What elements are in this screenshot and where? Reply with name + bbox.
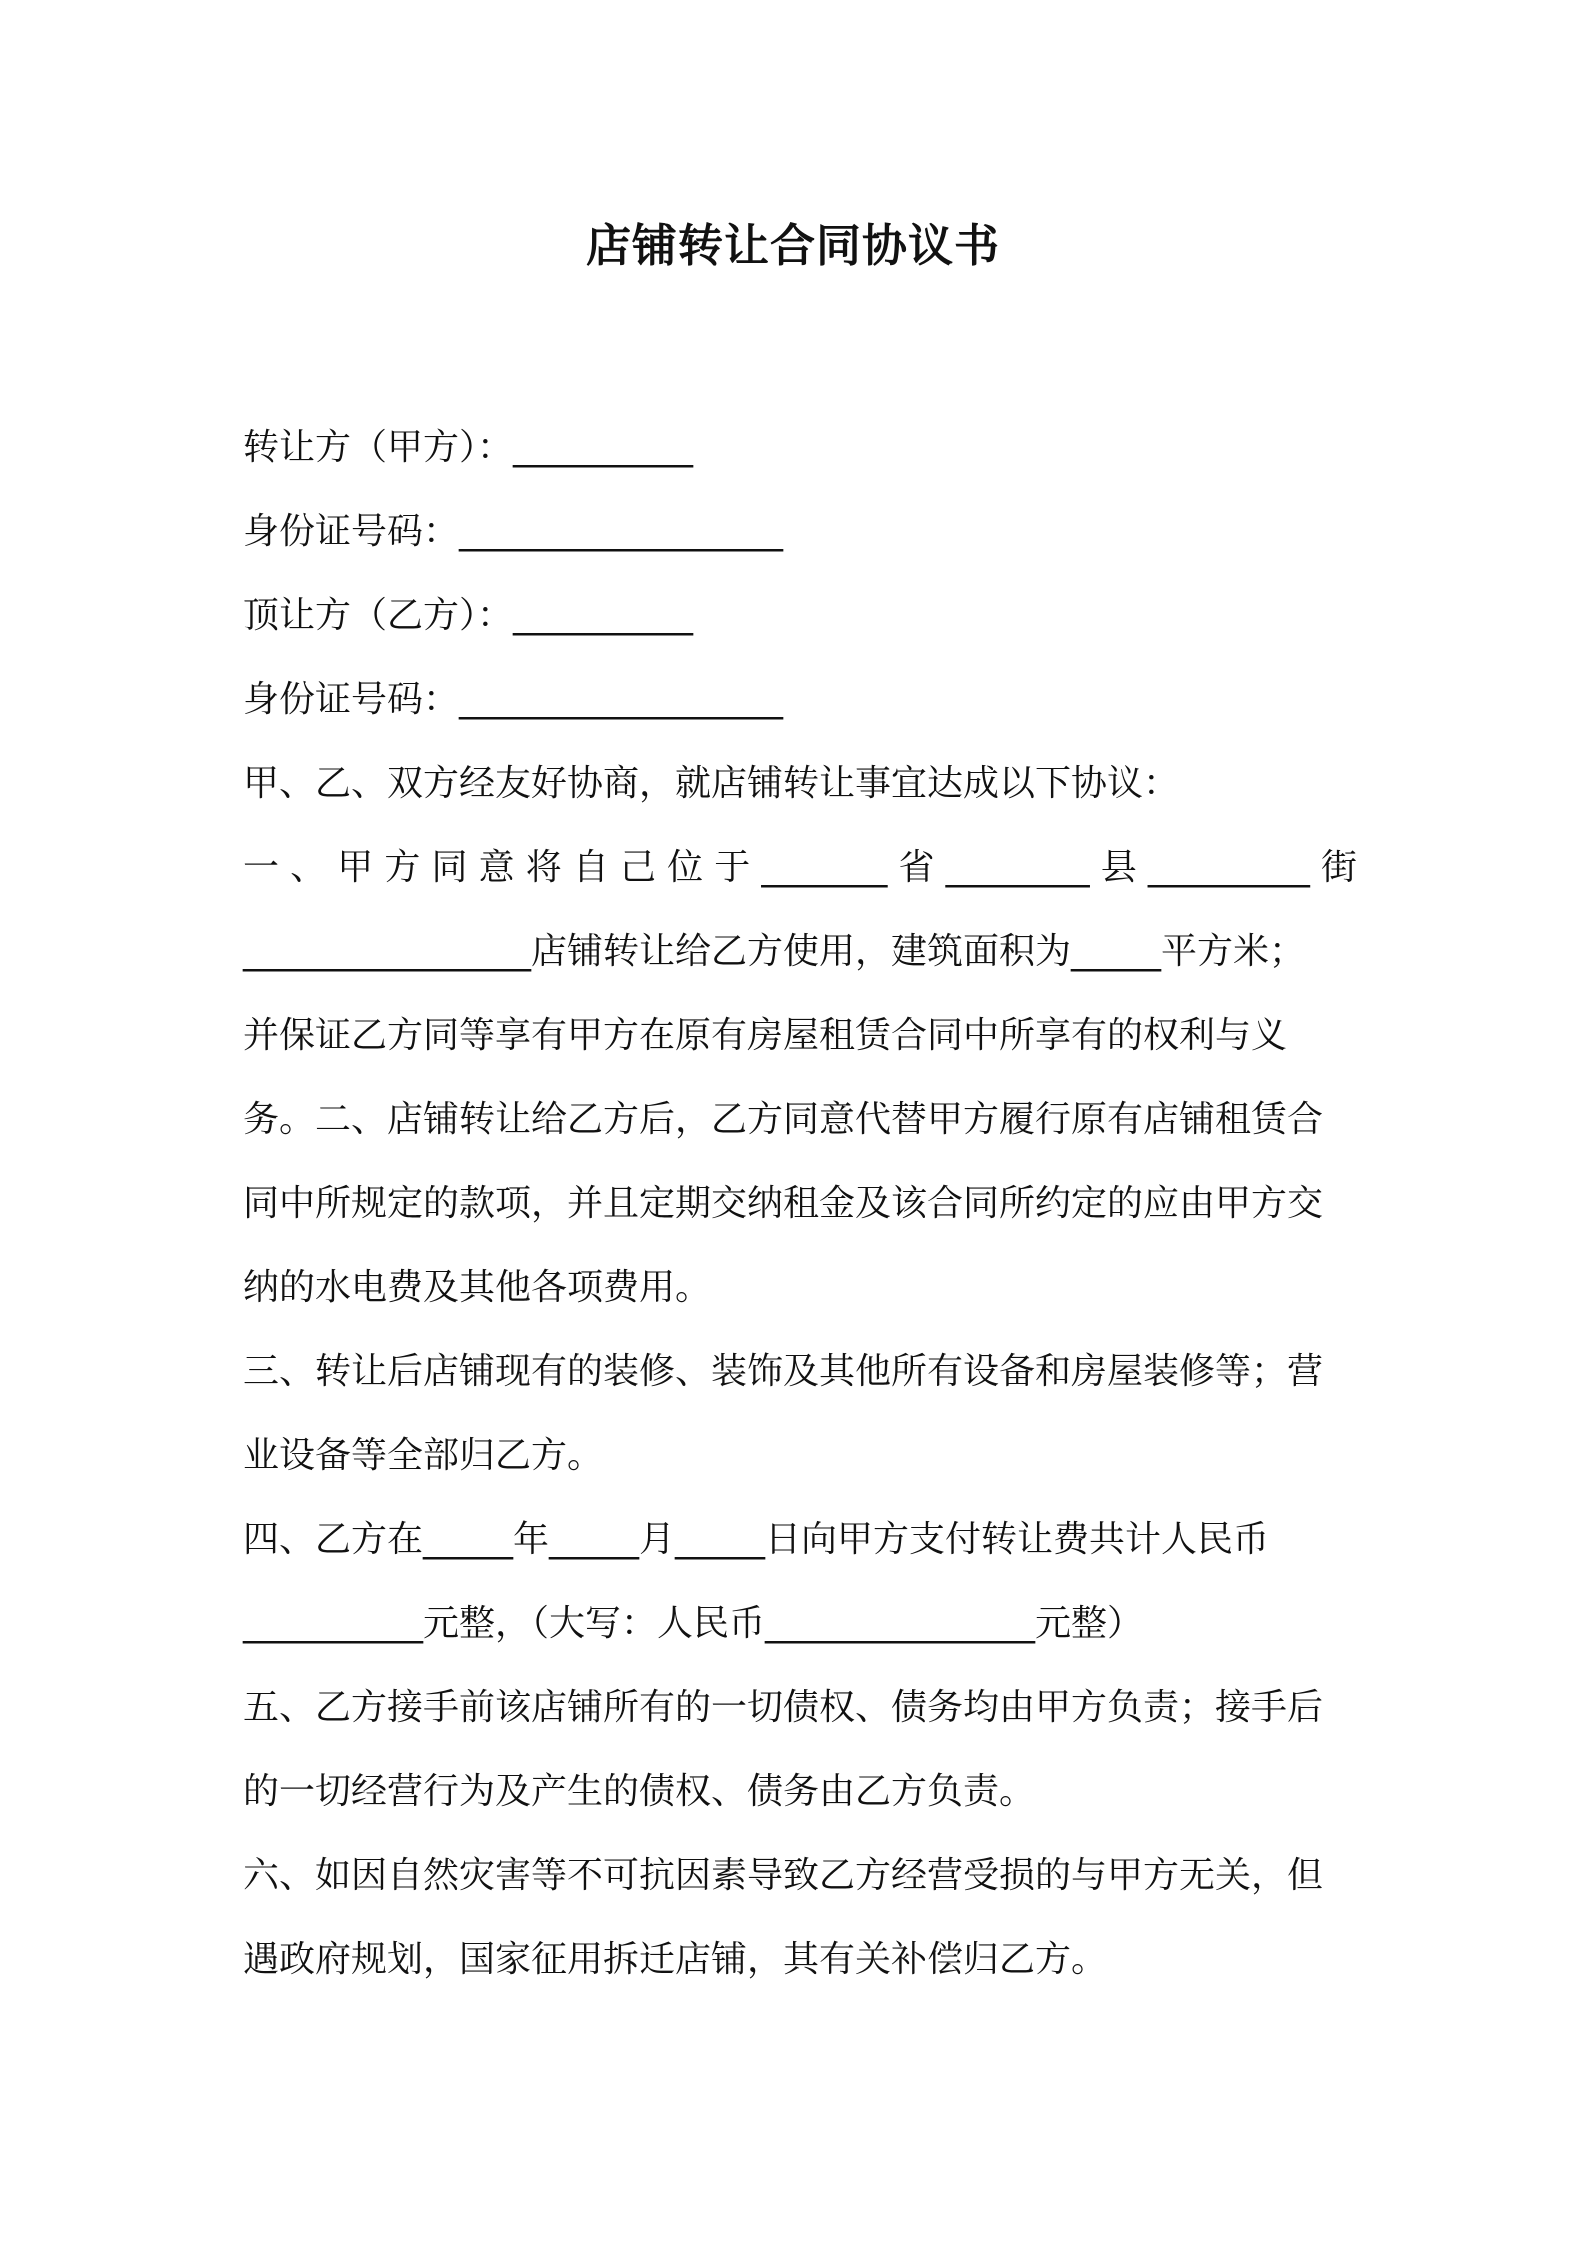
clause-1-line-1: 一、甲方同意将自己位于_______省________县_________街 [243,847,1357,888]
clause-2-line-1: 务。二、店铺转让给乙方后，乙方同意代替甲方履行原有店铺租赁合 [243,1099,1324,1140]
transferee-id-line: 身份证号码：__________________ [243,679,784,720]
clause-3-line-1: 三、转让后店铺现有的装修、装饰及其他所有设备和房屋装修等；营 [243,1351,1324,1392]
transferor-line: 转让方（甲方）：__________ [243,427,694,468]
clause-6-line-2: 遇政府规划，国家征用拆迁店铺，其有关补偿归乙方。 [243,1939,1108,1980]
clause-5-line-2: 的一切经营行为及产生的债权、债务由乙方负责。 [243,1771,1036,1812]
transferee-line: 顶让方（乙方）：__________ [243,595,694,636]
transferor-id-line: 身份证号码：__________________ [243,511,784,552]
preamble-line: 甲、乙、双方经友好协商，就店铺转让事宜达成以下协议： [243,763,1180,804]
clause-2-line-2: 同中所规定的款项，并且定期交纳租金及该合同所约定的应由甲方交 [243,1183,1324,1224]
clause-1-line-3: 并保证乙方同等享有甲方在原有房屋租赁合同中所享有的权利与义 [243,1015,1288,1056]
clause-2-line-3: 纳的水电费及其他各项费用。 [243,1267,712,1308]
clause-4-line-1: 四、乙方在_____年_____月_____日向甲方支付转让费共计人民币 [243,1519,1270,1560]
clause-6-line-1: 六、如因自然灾害等不可抗因素导致乙方经营受损的与甲方无关，但 [243,1855,1324,1896]
document-title: 店铺转让合同协议书 [585,219,1000,272]
clause-3-line-2: 业设备等全部归乙方。 [243,1435,604,1476]
document-body [243,406,1357,2002]
clause-5-line-1: 五、乙方接手前该店铺所有的一切债权、债务均由甲方负责；接手后 [243,1687,1324,1728]
clause-1-line-2: ________________店铺转让给乙方使用，建筑面积为_____平方米； [243,931,1306,972]
clause-4-line-2: __________元整，（大写：人民币_______________元整） [243,1603,1144,1644]
